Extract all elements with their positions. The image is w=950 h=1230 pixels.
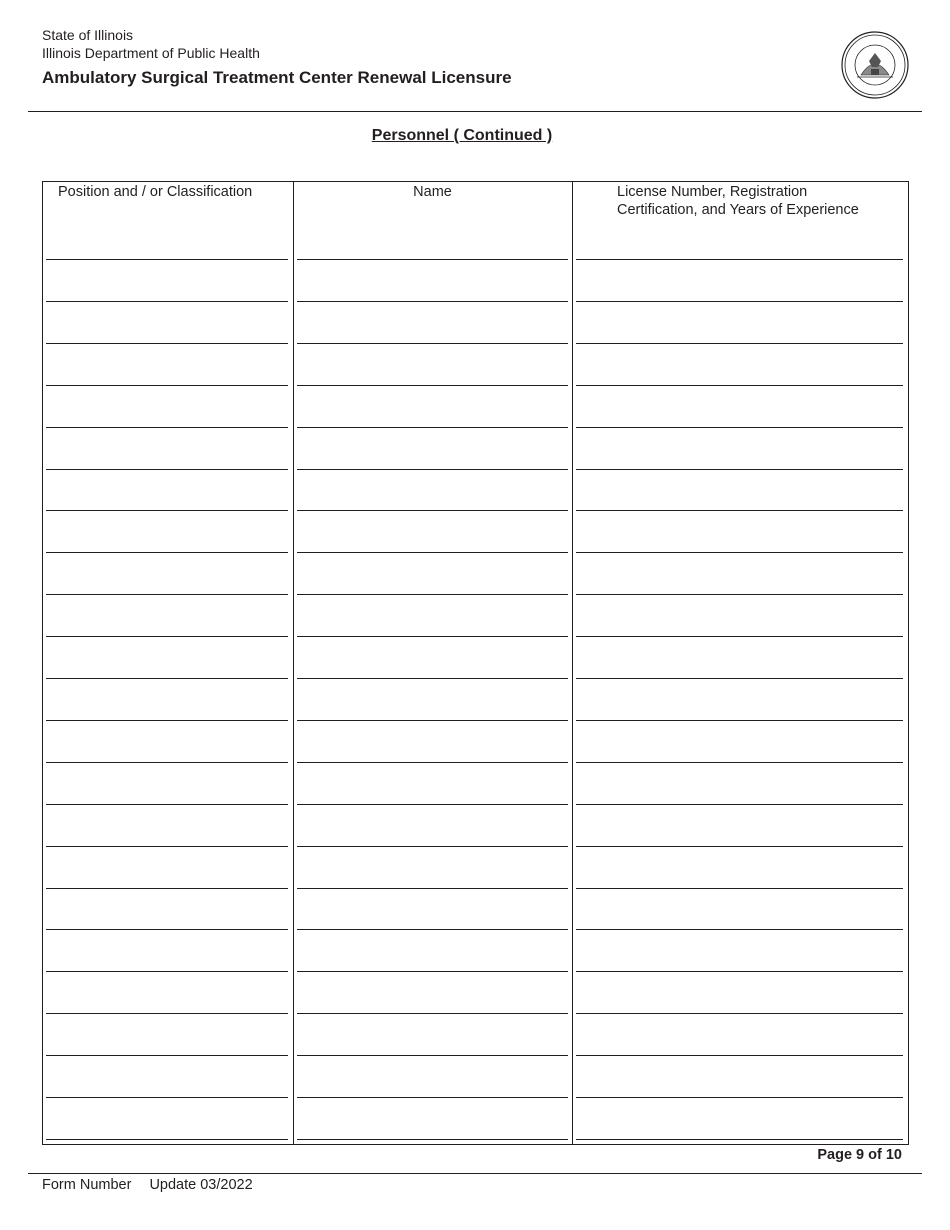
- entry-line[interactable]: [576, 846, 903, 847]
- column-header-name: Name: [413, 184, 452, 200]
- column-header-license: License Number, Registration Certification, and Years of Experience: [617, 184, 859, 218]
- entry-line[interactable]: [46, 594, 288, 595]
- entry-line[interactable]: [46, 1055, 288, 1056]
- entry-line[interactable]: [46, 343, 288, 344]
- entry-line[interactable]: [297, 510, 568, 511]
- entry-line[interactable]: [297, 1013, 568, 1014]
- entry-line[interactable]: [46, 929, 288, 930]
- entry-line[interactable]: [576, 469, 903, 470]
- entry-line[interactable]: [576, 427, 903, 428]
- entry-line[interactable]: [297, 259, 568, 260]
- entry-line[interactable]: [576, 259, 903, 260]
- entry-line[interactable]: [297, 720, 568, 721]
- entry-line[interactable]: [46, 1139, 288, 1140]
- personnel-table: [42, 181, 909, 1145]
- entry-line[interactable]: [297, 343, 568, 344]
- entry-line[interactable]: [576, 385, 903, 386]
- entry-line[interactable]: [46, 259, 288, 260]
- entry-line[interactable]: [297, 385, 568, 386]
- entry-line[interactable]: [46, 888, 288, 889]
- footer: [42, 1177, 271, 1193]
- header-department: Illinois Department of Public Health: [42, 45, 260, 61]
- entry-line[interactable]: [46, 762, 288, 763]
- state-seal-icon: [841, 31, 909, 99]
- entry-line[interactable]: [46, 427, 288, 428]
- column-header-position: Position and / or Classification: [58, 184, 253, 200]
- entry-line[interactable]: [576, 971, 903, 972]
- column-divider: [572, 182, 573, 1144]
- entry-line[interactable]: [576, 929, 903, 930]
- entry-line[interactable]: [297, 678, 568, 679]
- entry-line[interactable]: [576, 678, 903, 679]
- entry-line[interactable]: [46, 678, 288, 679]
- entry-line[interactable]: [297, 846, 568, 847]
- entry-line[interactable]: [46, 1097, 288, 1098]
- entry-line[interactable]: [576, 1139, 903, 1140]
- entry-line[interactable]: [46, 846, 288, 847]
- entry-line[interactable]: [576, 1055, 903, 1056]
- entry-line[interactable]: [46, 469, 288, 470]
- entry-line[interactable]: [297, 552, 568, 553]
- entry-line[interactable]: [46, 720, 288, 721]
- entry-line[interactable]: [576, 762, 903, 763]
- entry-line[interactable]: [46, 385, 288, 386]
- entry-line[interactable]: [576, 1013, 903, 1014]
- entry-line[interactable]: [576, 720, 903, 721]
- column-divider: [293, 182, 294, 1144]
- entry-line[interactable]: [576, 343, 903, 344]
- entry-line[interactable]: [46, 971, 288, 972]
- entry-line[interactable]: [576, 888, 903, 889]
- entry-line[interactable]: [46, 1013, 288, 1014]
- entry-line[interactable]: [46, 510, 288, 511]
- entry-line[interactable]: [46, 301, 288, 302]
- header-divider: [28, 111, 922, 112]
- entry-line[interactable]: [297, 929, 568, 930]
- entry-line[interactable]: [576, 1097, 903, 1098]
- entry-line[interactable]: [576, 510, 903, 511]
- entry-line[interactable]: [297, 301, 568, 302]
- entry-line[interactable]: [576, 552, 903, 553]
- entry-line[interactable]: [46, 552, 288, 553]
- entry-line[interactable]: [297, 469, 568, 470]
- entry-line[interactable]: [576, 301, 903, 302]
- entry-line[interactable]: [297, 762, 568, 763]
- entry-line[interactable]: [297, 594, 568, 595]
- page-number: Page 9 of 10: [817, 1147, 902, 1163]
- entry-line[interactable]: [297, 971, 568, 972]
- entry-line[interactable]: [576, 594, 903, 595]
- entry-line[interactable]: [297, 427, 568, 428]
- header-state: State of Illinois: [42, 27, 134, 43]
- entry-line[interactable]: [46, 804, 288, 805]
- entry-line[interactable]: [46, 636, 288, 637]
- entry-line[interactable]: [576, 636, 903, 637]
- section-title: Personnel ( Continued ): [371, 127, 553, 144]
- entry-line[interactable]: [576, 804, 903, 805]
- update-date: Update 03/2022: [149, 1177, 253, 1193]
- entry-line[interactable]: [297, 804, 568, 805]
- entry-line[interactable]: [297, 1139, 568, 1140]
- entry-line[interactable]: [297, 636, 568, 637]
- form-number-label: Form Number: [42, 1177, 132, 1193]
- entry-line[interactable]: [297, 1055, 568, 1056]
- entry-line[interactable]: [297, 1097, 568, 1098]
- entry-line[interactable]: [297, 888, 568, 889]
- footer-divider: [28, 1173, 922, 1174]
- form-title: Ambulatory Surgical Treatment Center Renewal Licensure: [42, 68, 512, 87]
